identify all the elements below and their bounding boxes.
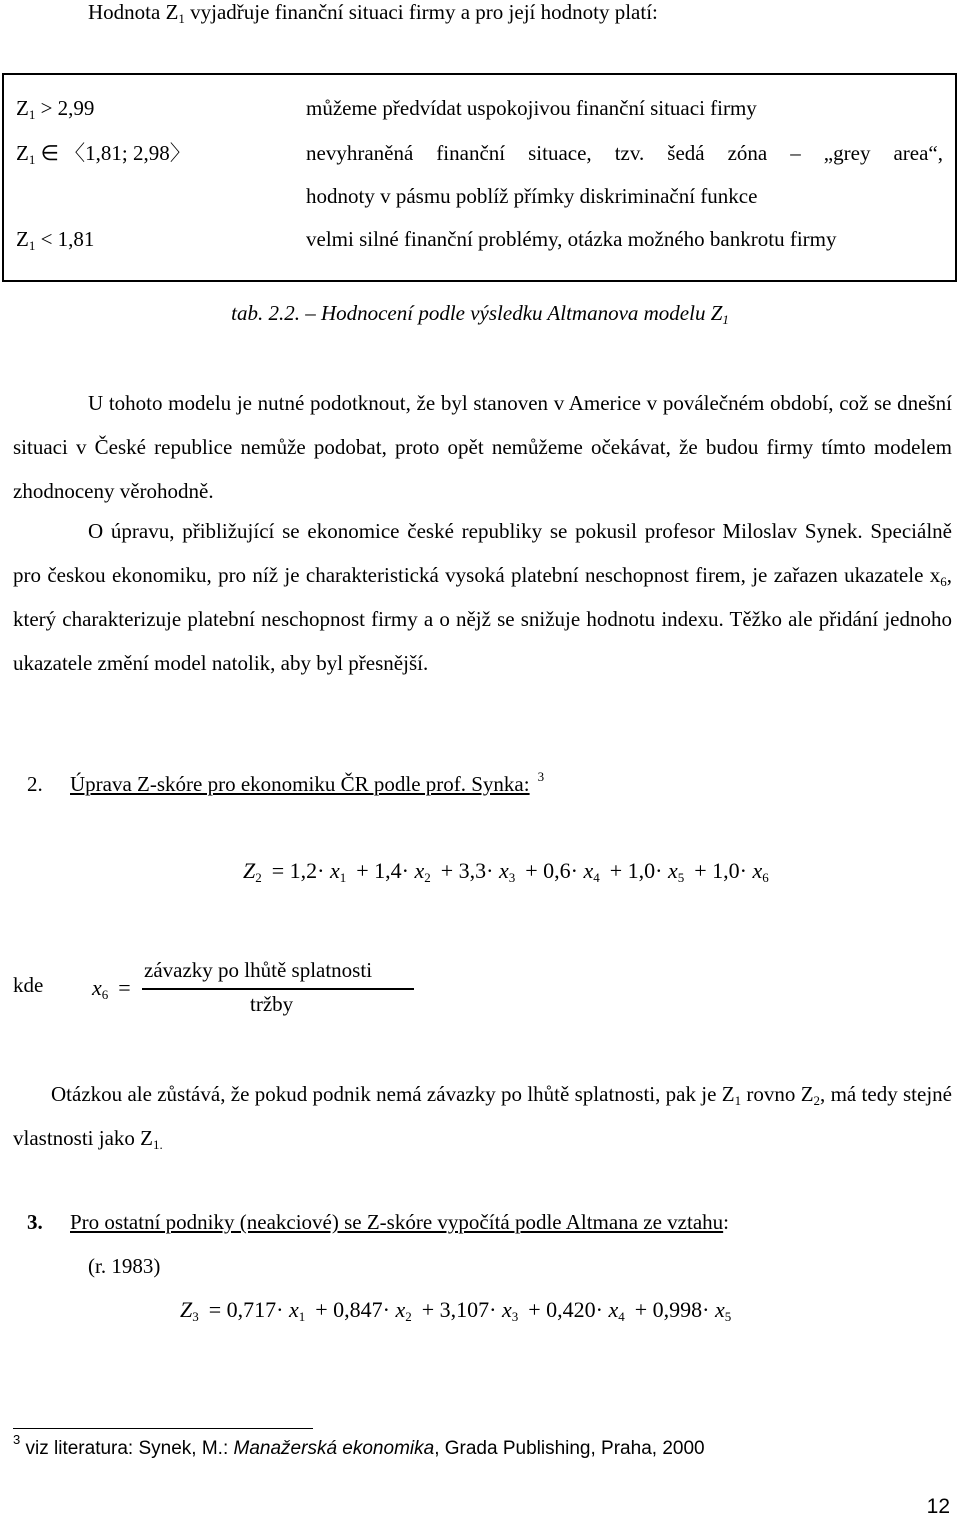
equation-term: = $0,717\cdot x_1$ bbox=[208, 1297, 306, 1324]
equation-term: + $0,420\cdot x_4$ bbox=[528, 1297, 625, 1324]
description-cell: velmi silné finanční problémy, otázka možného bankrotu firmy bbox=[306, 227, 837, 251]
fraction-bar bbox=[142, 988, 414, 990]
equation-term: + $0,847\cdot x_2$ bbox=[315, 1297, 412, 1324]
condition-cell: $Z_1$ ∈ 〈1,81; 2,98〉 bbox=[16, 141, 191, 167]
condition-cell: $Z_1 > 2,99$ bbox=[16, 96, 95, 122]
fraction-denominator: tržby bbox=[250, 992, 294, 1016]
equation-term: + $1,4\cdot x_2$ bbox=[356, 858, 431, 885]
footnote-separator bbox=[13, 1428, 313, 1429]
page-number: 12 bbox=[926, 1495, 950, 1518]
paragraph: U tohoto modelu je nutné podotknout, že byl stanoven v Americe v poválečném období, což se dnešní situaci v České republice nemůže podobat, proto opět nemůžeme očekávat, že budou firmy tímto modelem zhodnoceny věrohodně. bbox=[13, 391, 952, 503]
description-cell: můžeme předvídat uspokojivou finanční situaci firmy bbox=[306, 96, 757, 120]
equation-term: + $0,6\cdot x_4$ bbox=[525, 858, 600, 885]
equation-term: + $0,998\cdot x_5$ bbox=[634, 1297, 732, 1324]
table-caption: tab. 2.2. – Hodnocení podle výsledku Altmanova modelu $Z_1$ bbox=[231, 301, 729, 327]
equation-term: + $3,107\cdot x_3$ bbox=[421, 1297, 519, 1324]
section-heading: 3. Pro ostatní podniky (neakciové) se Z-skóre vypočítá podle Altmana ze vztahu: bbox=[27, 1210, 729, 1234]
x6-variable: $x_6$ = bbox=[92, 975, 131, 1002]
criteria-table bbox=[2, 73, 957, 282]
equation-lhs-subscript: 3 bbox=[192, 1309, 199, 1324]
fraction-numerator: závazky po lhůtě splatnosti bbox=[144, 958, 373, 982]
equation-lhs-subscript: 2 bbox=[255, 870, 262, 885]
paragraph: Otázkou ale zůstává, že pokud podnik nemá závazky po lhůtě splatnosti, pak je $Z_1$ rovno $Z_2$, má tedy stejné vlastnosti jako $Z_{1.}$ bbox=[13, 1082, 952, 1152]
kde-label: kde bbox=[13, 973, 44, 997]
condition-cell: $Z_1 < 1,81$ bbox=[16, 227, 95, 253]
equation-z2 bbox=[243, 858, 769, 884]
footnote-ref: 3 bbox=[537, 769, 545, 784]
equation-term: + $3,3\cdot x_3$ bbox=[440, 858, 516, 885]
equation-z3 bbox=[180, 1297, 731, 1323]
table-row bbox=[3, 130, 956, 218]
equation-lhs: Z bbox=[180, 1297, 193, 1322]
equation-term: + $1,0\cdot x_6$ bbox=[694, 858, 769, 885]
section-heading: 2. Úprava Z-skóre pro ekonomiku ČR podle prof. Synka: $^3$ bbox=[27, 769, 545, 796]
intro-text: Hodnota $Z_1$ vyjadřuje finanční situaci firmy a pro její hodnoty platí: bbox=[88, 0, 658, 26]
footnote: $^3$ viz literatura: Synek, M.: Manažerská ekonomika, Grada Publishing, Praha, 2000 bbox=[13, 1432, 705, 1459]
equation-term: + $1,0\cdot x_5$ bbox=[609, 858, 685, 885]
table-row bbox=[3, 74, 956, 130]
description-cell: nevyhraněná finanční situace, tzv. šedá zóna – „grey area“, hodnoty v pásmu poblíž přímky diskriminační funkce bbox=[306, 141, 943, 208]
table-row bbox=[3, 218, 956, 281]
year-note: (r. 1983) bbox=[88, 1254, 161, 1278]
equation-lhs: Z bbox=[243, 858, 256, 883]
paragraph: O úpravu, přibližující se ekonomice české republiky se pokusil profesor Miloslav Synek. Speciálně pro českou ekonomiku, pro níž je charakteristická vysoká platební neschopnost firem, je zařazen ukazatele $x_6$, který charakterizuje platební neschopnost firmy a o nějž se snižuje hodnotu indexu. Těžko ale přidání jednoho ukazatele změní model natolik, aby byl přesnější. bbox=[13, 519, 952, 675]
equation-term: = $1,2\cdot x_1$ bbox=[271, 858, 347, 885]
